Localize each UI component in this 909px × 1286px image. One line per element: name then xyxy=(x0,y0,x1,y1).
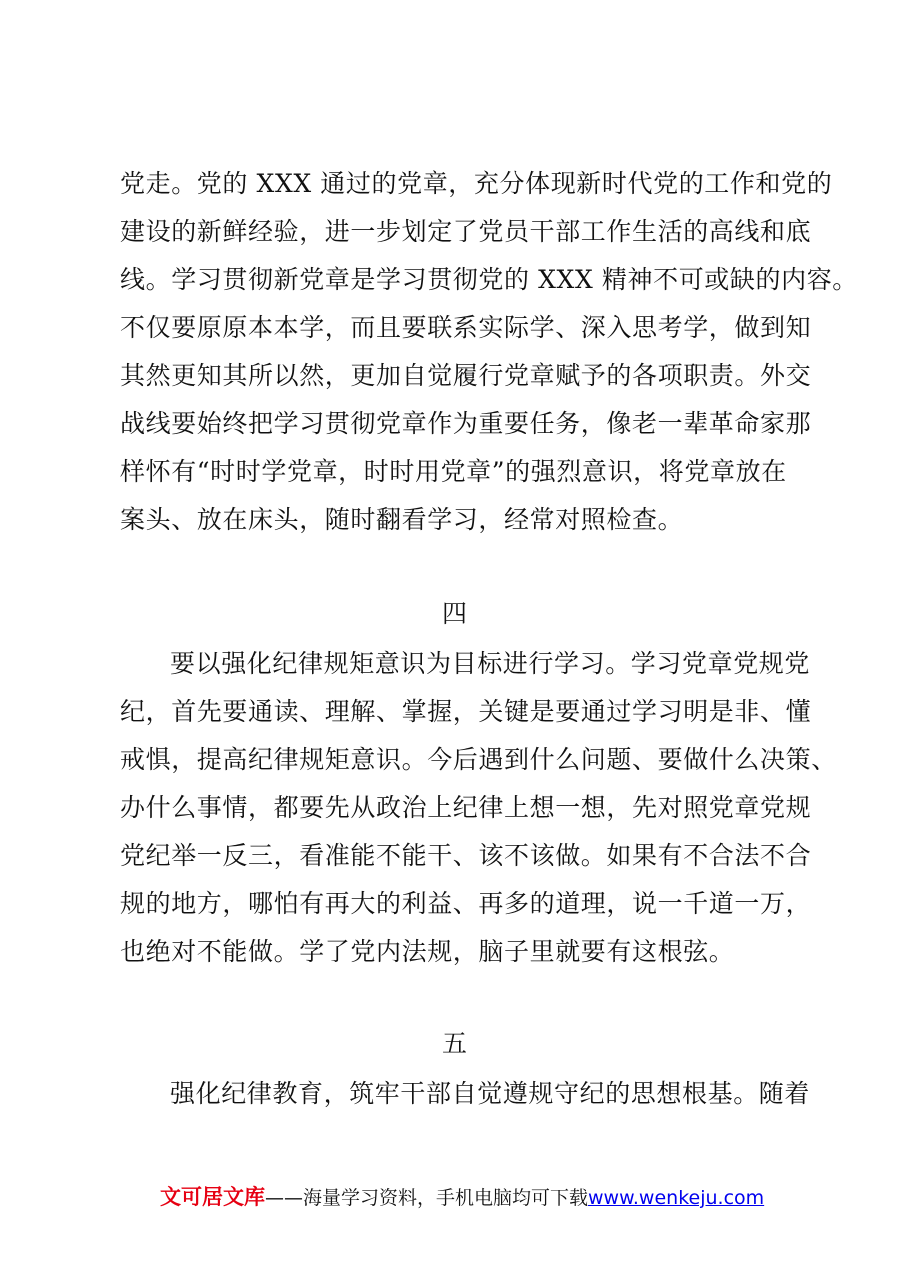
text-line: 案头、放在床头，随时翻看学习，经常对照检查。 xyxy=(120,505,684,534)
text-line: 要以强化纪律规矩意识为目标进行学习。学习党章党规党 xyxy=(170,649,811,678)
text-line: 也绝对不能做。学了党内法规，脑子里就要有这根弦。 xyxy=(120,937,735,966)
footer-brand: 文可居文库 xyxy=(160,1185,265,1209)
text-line: 戒惧，提高纪律规矩意识。今后遇到什么问题、要做什么决策、 xyxy=(120,745,837,774)
footer-slogan: ——海量学习资料，手机电脑均可下载 xyxy=(265,1187,589,1209)
text-line: 党纪举一反三，看准能不能干、该不该做。如果有不合法不合 xyxy=(120,841,812,870)
text-line: 样怀有“时时学党章，时时用党章”的强烈意识，将党章放在 xyxy=(120,457,787,486)
text-line: 其然更知其所以然，更加自觉履行党章赋予的各项职责。外交 xyxy=(120,361,812,390)
text-line: 纪，首先要通读、理解、掌握，关键是要通过学习明是非、懂 xyxy=(120,697,812,726)
footer-banner xyxy=(160,1183,764,1212)
text-line: 不仅要原原本本学，而且要联系实际学、深入思考学，做到知 xyxy=(120,313,812,342)
section-heading-4: 四 xyxy=(441,599,467,628)
text-line: 战线要始终把学习贯彻党章作为重要任务，像老一辈革命家那 xyxy=(120,409,812,438)
text-line: 规的地方，哪怕有再大的利益、再多的道理，说一千道一万， xyxy=(120,889,812,918)
section-heading-5: 五 xyxy=(441,1029,467,1058)
text-line: 办什么事情，都要先从政治上纪律上想一想，先对照党章党规 xyxy=(120,793,812,822)
text-line: 党走。党的 XXX 通过的党章，充分体现新时代党的工作和党的 xyxy=(120,169,833,198)
text-line: 强化纪律教育，筑牢干部自觉遵规守纪的思想根基。随着 xyxy=(170,1079,811,1108)
text-line: 线。学习贯彻新党章是学习贯彻党的 XXX 精神不可或缺的内容。 xyxy=(120,265,858,294)
text-line: 建设的新鲜经验，进一步划定了党员干部工作生活的高线和底 xyxy=(120,217,812,246)
footer-url-link[interactable]: www.wenkeju.com xyxy=(588,1187,765,1209)
